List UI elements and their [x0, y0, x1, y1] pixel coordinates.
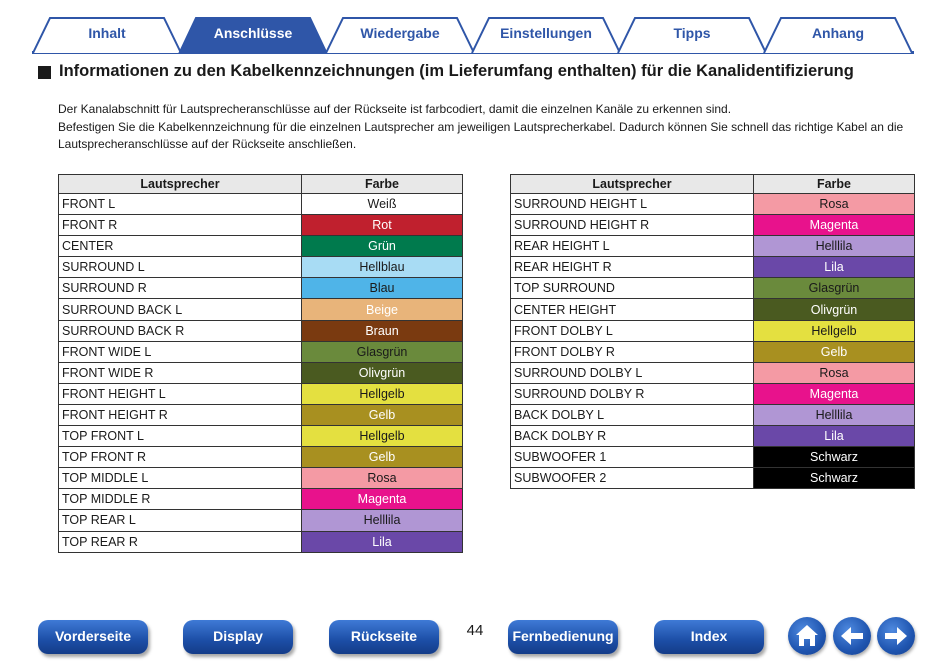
table-row: [59, 510, 463, 531]
speaker-cell: REAR HEIGHT L: [511, 236, 754, 257]
home-icon: [788, 617, 826, 655]
instruction-paragraph: Befestigen Sie die Kabelkennzeichnung für die einzelnen Lautsprecher am jeweiligen Lautsprecherkabel. Dadurch können Sie schnell das richtige Kabel an die Lautsprecheranschlüsse auf der Rückseite anschließen.: [58, 120, 904, 151]
table-row: [59, 468, 463, 489]
speaker-cell: SURROUND BACK R: [59, 320, 302, 341]
speaker-cell: TOP MIDDLE R: [59, 489, 302, 510]
back-button[interactable]: [833, 617, 871, 655]
speaker-cell: CENTER: [59, 236, 302, 257]
table-row: [59, 531, 463, 552]
color-cell: Weiß: [302, 194, 463, 215]
speaker-cell: SUBWOOFER 2: [511, 468, 754, 489]
table-row: [511, 426, 915, 447]
table-row: [511, 447, 915, 468]
color-cell: Hellgelb: [302, 426, 463, 447]
header-speaker: Lautsprecher: [59, 175, 302, 194]
tab-bar: [32, 16, 914, 54]
table-row: [511, 468, 915, 489]
color-cell: Lila: [754, 426, 915, 447]
intro-paragraph: Der Kanalabschnitt für Lautsprecheranschlüsse auf der Rückseite ist farbcodiert, damit die einzelnen Kanäle zu erkennen sind.: [58, 102, 732, 116]
color-cell: Lila: [302, 531, 463, 552]
speaker-cell: SURROUND DOLBY L: [511, 362, 754, 383]
tab-tipps[interactable]: [617, 16, 767, 52]
table-row: [59, 236, 463, 257]
table-row: [59, 278, 463, 299]
tab-anschluesse[interactable]: [178, 16, 328, 52]
color-cell: Schwarz: [754, 447, 915, 468]
table-row: [59, 341, 463, 362]
tab-label: Anhang: [811, 25, 865, 41]
home-button[interactable]: [788, 617, 826, 655]
tab-wiedergabe[interactable]: [325, 16, 475, 52]
tab-anhang[interactable]: [763, 16, 913, 52]
speaker-cell: TOP REAR L: [59, 510, 302, 531]
color-cell: Glasgrün: [302, 341, 463, 362]
color-cell: Braun: [302, 320, 463, 341]
speaker-cell: SURROUND L: [59, 257, 302, 278]
table-row: [511, 320, 915, 341]
speaker-cell: SURROUND BACK L: [59, 299, 302, 320]
color-cell: Gelb: [302, 447, 463, 468]
tab-inhalt[interactable]: [32, 16, 182, 52]
color-cell: Olivgrün: [302, 362, 463, 383]
heading-square-icon: [38, 66, 51, 79]
table-row: [59, 489, 463, 510]
color-cell: Grün: [302, 236, 463, 257]
speaker-cell: SURROUND HEIGHT R: [511, 215, 754, 236]
speaker-cell: BACK DOLBY R: [511, 426, 754, 447]
color-cell: Schwarz: [754, 468, 915, 489]
rueckseite-button[interactable]: Rückseite: [329, 620, 439, 654]
table-row: [59, 257, 463, 278]
page-number: 44: [466, 622, 484, 639]
color-cell: Rosa: [754, 194, 915, 215]
table-row: [59, 362, 463, 383]
tab-label: Anschlüsse: [213, 25, 293, 41]
table-row: [511, 278, 915, 299]
header-speaker: Lautsprecher: [511, 175, 754, 194]
table-row: [511, 362, 915, 383]
table-row: [59, 404, 463, 425]
speaker-cell: TOP MIDDLE L: [59, 468, 302, 489]
table-row: [511, 257, 915, 278]
table-row: [59, 194, 463, 215]
table-row: [511, 236, 915, 257]
table-row: [59, 426, 463, 447]
color-cell: Magenta: [754, 215, 915, 236]
color-cell: Hellgelb: [754, 320, 915, 341]
display-button[interactable]: Display: [183, 620, 293, 654]
left-cable-table: [58, 174, 463, 553]
page-title: Informationen zu den Kabelkennzeichnungen (im Lieferumfang enthalten) für die Kanalidentifizierung: [59, 62, 854, 80]
color-cell: Glasgrün: [754, 278, 915, 299]
table-row: [59, 383, 463, 404]
table-row: [59, 447, 463, 468]
color-cell: Helllila: [754, 404, 915, 425]
color-cell: Helllila: [302, 510, 463, 531]
color-cell: Rosa: [302, 468, 463, 489]
color-cell: Helllila: [754, 236, 915, 257]
speaker-cell: SURROUND HEIGHT L: [511, 194, 754, 215]
speaker-cell: TOP FRONT L: [59, 426, 302, 447]
table-row: [59, 320, 463, 341]
table-row: [511, 404, 915, 425]
arrow-right-icon: [877, 617, 915, 655]
table-row: [511, 341, 915, 362]
color-cell: Gelb: [302, 404, 463, 425]
tab-label: Inhalt: [88, 25, 126, 41]
speaker-cell: FRONT L: [59, 194, 302, 215]
color-cell: Gelb: [754, 341, 915, 362]
header-color: Farbe: [302, 175, 463, 194]
tab-label: Tipps: [673, 25, 711, 41]
fernbedienung-button[interactable]: Fernbedienung: [508, 620, 618, 654]
color-cell: Magenta: [754, 383, 915, 404]
table-row: [511, 215, 915, 236]
color-cell: Rosa: [754, 362, 915, 383]
speaker-cell: TOP FRONT R: [59, 447, 302, 468]
speaker-cell: CENTER HEIGHT: [511, 299, 754, 320]
vorderseite-button[interactable]: Vorderseite: [38, 620, 148, 654]
color-cell: Magenta: [302, 489, 463, 510]
speaker-cell: REAR HEIGHT R: [511, 257, 754, 278]
index-button[interactable]: Index: [654, 620, 764, 654]
speaker-cell: FRONT DOLBY L: [511, 320, 754, 341]
section-heading: [38, 63, 918, 80]
color-cell: Hellblau: [302, 257, 463, 278]
speaker-cell: SURROUND DOLBY R: [511, 383, 754, 404]
speaker-cell: SUBWOOFER 1: [511, 447, 754, 468]
speaker-cell: FRONT WIDE L: [59, 341, 302, 362]
color-cell: Lila: [754, 257, 915, 278]
color-cell: Beige: [302, 299, 463, 320]
speaker-cell: FRONT HEIGHT R: [59, 404, 302, 425]
tab-einstellungen[interactable]: [471, 16, 621, 52]
speaker-cell: BACK DOLBY L: [511, 404, 754, 425]
table-row: [511, 299, 915, 320]
tab-label: Einstellungen: [500, 25, 592, 41]
speaker-cell: FRONT R: [59, 215, 302, 236]
speaker-cell: TOP REAR R: [59, 531, 302, 552]
table-row: [59, 215, 463, 236]
speaker-cell: FRONT HEIGHT L: [59, 383, 302, 404]
speaker-cell: SURROUND R: [59, 278, 302, 299]
speaker-cell: FRONT WIDE R: [59, 362, 302, 383]
arrow-left-icon: [833, 617, 871, 655]
speaker-cell: TOP SURROUND: [511, 278, 754, 299]
color-cell: Olivgrün: [754, 299, 915, 320]
color-cell: Rot: [302, 215, 463, 236]
table-row: [511, 383, 915, 404]
forward-button[interactable]: [877, 617, 915, 655]
header-color: Farbe: [754, 175, 915, 194]
table-row: [59, 299, 463, 320]
tab-label: Wiedergabe: [360, 25, 440, 41]
table-row: [511, 194, 915, 215]
speaker-cell: FRONT DOLBY R: [511, 341, 754, 362]
color-cell: Blau: [302, 278, 463, 299]
right-cable-table: [510, 174, 915, 489]
color-cell: Hellgelb: [302, 383, 463, 404]
